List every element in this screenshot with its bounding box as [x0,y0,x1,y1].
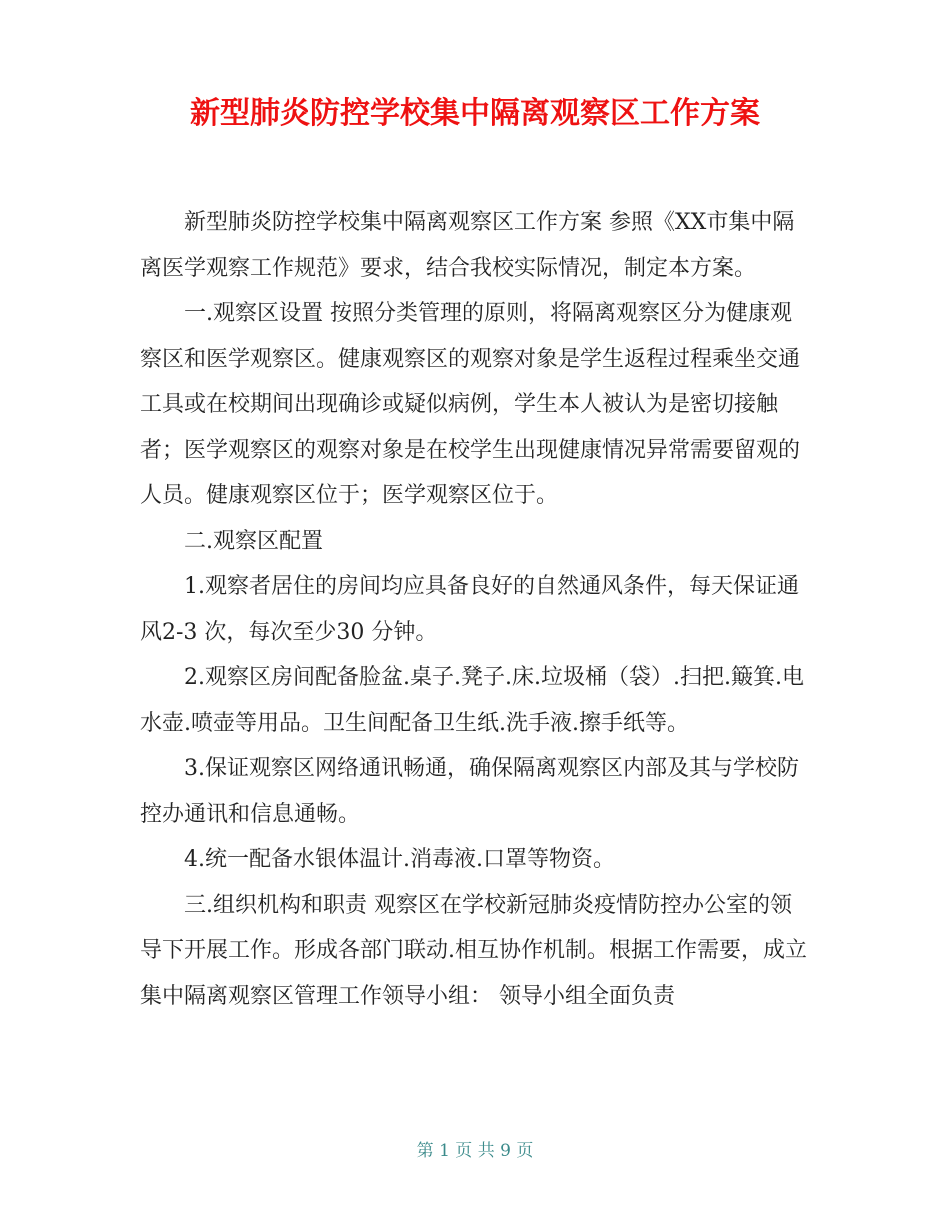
paragraph-item-3: 3.保证观察区网络通讯畅通，确保隔离观察区内部及其与学校防控办通讯和信息通畅。 [140,756,799,827]
paragraph-section-1: 一.观察区设置 按照分类管理的原则，将隔离观察区分为健康观察区和医学观察区。健康观察区的观察对象是学生返程过程乘坐交通工具或在校期间出现确诊或疑似病例，学生本人被认为是密切接触者；医学观察区的观察对象是在校学生出现健康情况异常需要留观的人员。健康观察区位于；医学观察区位于。 [140,301,801,508]
paragraph-section-3: 三.组织机构和职责 观察区在学校新冠肺炎疫情防控办公室的领导下开展工作。形成各部门联动.相互协作机制。根据工作需要，成立集中隔离观察区管理工作领导小组： 领导小组全面负责 [140,892,807,1009]
paragraph-section-2-heading: 二.观察区配置 [184,528,323,554]
paragraph-item-2: 2.观察区房间配备脸盆.桌子.凳子.床.垃圾桶（袋）.扫把.簸箕.电水壶.喷壶等用品。卫生间配备卫生纸.洗手液.擦手纸等。 [140,665,804,736]
paragraph-item-1: 1.观察者居住的房间均应具备良好的自然通风条件，每天保证通风2-3 次，每次至少30 分钟。 [140,574,799,645]
page-number-footer: 第 1 页 共 9 页 [416,1141,534,1161]
paragraph-item-4: 4.统一配备水银体温计.消毒液.口罩等物资。 [184,847,615,872]
paragraph-intro: 新型肺炎防控学校集中隔离观察区工作方案 参照《XX市集中隔离医学观察工作规范》要求，结合我校实际情况，制定本方案。 [140,210,795,281]
document-title: 新型肺炎防控学校集中隔离观察区工作方案 [190,96,760,131]
document-body [140,200,812,1019]
